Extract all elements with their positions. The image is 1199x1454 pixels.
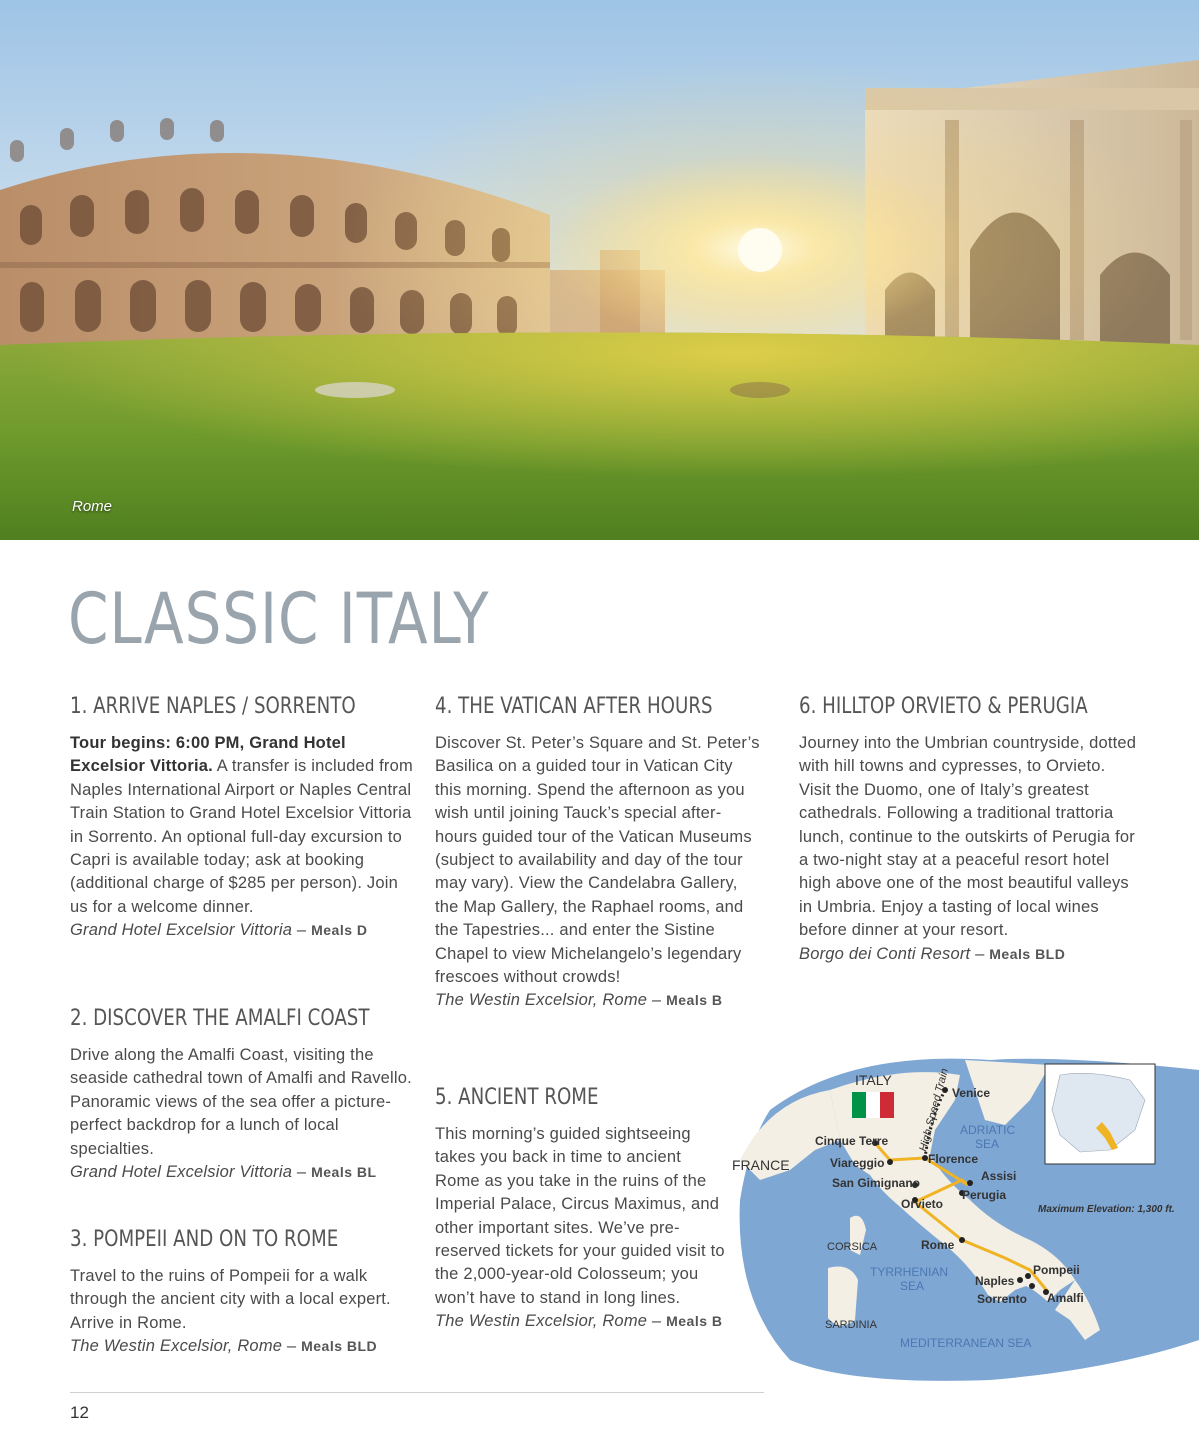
map-country-france: FRANCE <box>732 1157 790 1173</box>
map-sea-mediterranean: MEDITERRANEAN SEA <box>900 1336 1032 1350</box>
day-description <box>70 1044 415 1184</box>
day-description <box>435 1123 730 1334</box>
day-2 <box>70 1006 415 1184</box>
map-city-viareggio: Viareggio <box>830 1156 885 1170</box>
day-description <box>799 732 1139 966</box>
day-description <box>435 732 760 1013</box>
day-hotel: Grand Hotel Excelsior Vittoria – <box>70 921 312 940</box>
map-city-perugia: Perugia <box>962 1188 1007 1202</box>
map-city-amalfi: Amalfi <box>1047 1291 1084 1305</box>
day-heading: 2. DISCOVER THE AMALFI COAST <box>70 1006 370 1031</box>
map-city-sorrento: Sorrento <box>977 1292 1028 1306</box>
day-meals: Meals D <box>311 922 368 939</box>
map-city-rome: Rome <box>921 1238 955 1252</box>
day-hotel: The Westin Excelsior, Rome – <box>70 1337 302 1356</box>
day-hotel: Grand Hotel Excelsior Vittoria – <box>70 1163 312 1182</box>
day-body: Drive along the Amalfi Coast, visiting the seaside cathedral town of Amalfi and Ravello. Panoramic views of the sea offer a picture-perfect backdrop for a lunch of local specialties. <box>70 1046 412 1158</box>
day-1 <box>70 694 415 943</box>
day-meals: Meals BL <box>311 1164 377 1181</box>
day-4 <box>435 694 760 1013</box>
map-sea-tyrrhenian-2: SEA <box>900 1279 925 1293</box>
footer-divider <box>70 1392 764 1393</box>
day-5 <box>435 1085 730 1334</box>
map-city-florence: Florence <box>928 1152 979 1166</box>
day-heading: 3. POMPEII AND ON TO ROME <box>70 1227 339 1252</box>
day-meals: Meals B <box>666 1313 723 1330</box>
map-elevation-note: Maximum Elevation: 1,300 ft. <box>1038 1204 1175 1215</box>
day-description <box>70 732 415 943</box>
day-heading: 4. THE VATICAN AFTER HOURS <box>435 694 713 719</box>
map-sea-adriatic: ADRIATIC <box>960 1123 1016 1137</box>
day-hotel: The Westin Excelsior, Rome – <box>435 1312 667 1331</box>
map-sea-adriatic-2: SEA <box>975 1137 1000 1151</box>
map-city-san-gimignano: San Gimignano <box>832 1176 921 1190</box>
day-meals: Meals BLD <box>989 945 1066 962</box>
page-number: 12 <box>70 1403 89 1422</box>
italy-flag-icon <box>852 1092 894 1118</box>
day-heading: 5. ANCIENT ROME <box>435 1085 599 1110</box>
map-island-sardinia: SARDINIA <box>825 1319 877 1331</box>
day-body: This morning’s guided sightseeing takes you back in time to ancient Rome as you take in the ruins of the Imperial Palace, Circus Maximus, and other important sites. We’ve pre-reserved tickets for your guided visit to the 2,000-year-old Colosseum; you won’t have to stand in long lines. <box>435 1125 725 1307</box>
map-city-pompeii: Pompeii <box>1033 1263 1080 1277</box>
day-body: Journey into the Umbrian countryside, dotted with hill towns and cypresses, to Orvieto. Visit the Duomo, one of Italy’s greatest cathedrals. Following a traditional trattoria lunch, continue to the outskirts of Perugia for a two-night stay at a peaceful resort hotel high above one of the most beautiful valleys in Umbria. Enjoy a tasting of local wines before dinner at your resort. <box>799 734 1137 940</box>
colosseum-scene-image <box>0 0 1199 540</box>
route-map <box>730 1040 1199 1388</box>
day-body: Discover St. Peter’s Square and St. Peter’s Basilica on a guided tour in Vatican City this morning. Spend the afternoon as you wish until joining Tauck’s special after-hours guided tour of the Vatican Museums (subject to availability and day of the tour may vary). View the Candelabra Gallery, the Map Gallery, the Raphael rooms, and the Tapestries... and enter the Sistine Chapel to view Michelangelo’s legendary frescoes without crowds! <box>435 734 760 987</box>
map-city-venice: Venice <box>952 1086 991 1100</box>
day-body: A transfer is included from Naples International Airport or Naples Central Train Station to Grand Hotel Excelsior Vittoria in Sorrento. An optional full-day excursion to Capri is available today; ask at booking (additional charge of $285 per person). Join us for a welcome dinner. <box>70 757 413 916</box>
sardinia-land <box>828 1267 858 1326</box>
day-lead: Tour begins: 6:00 PM, Grand Hotel Excelsior Vittoria. <box>70 734 346 776</box>
map-sea-tyrrhenian: TYRRHENIAN <box>870 1265 949 1279</box>
day-hotel: Borgo dei Conti Resort – <box>799 944 990 963</box>
map-country-label: ITALY <box>855 1072 892 1088</box>
page-title: CLASSIC ITALY <box>68 578 490 660</box>
day-meals: Meals BLD <box>301 1338 378 1355</box>
map-island-corsica: CORSICA <box>827 1241 878 1253</box>
map-train-label: High-Speed Train <box>917 1067 952 1153</box>
day-heading: 1. ARRIVE NAPLES / SORRENTO <box>70 694 356 719</box>
day-hotel: The Westin Excelsior, Rome – <box>435 991 667 1010</box>
day-meals: Meals B <box>666 992 723 1009</box>
day-6 <box>799 694 1139 966</box>
hero-photo <box>0 0 1199 540</box>
map-city-orvieto: Orvieto <box>901 1197 944 1211</box>
map-city-naples: Naples <box>975 1274 1015 1288</box>
day-description <box>70 1265 415 1359</box>
day-body: Travel to the ruins of Pompeii for a walk through the ancient city with a local expert. Arrive in Rome. <box>70 1267 391 1332</box>
day-3 <box>70 1227 415 1359</box>
map-city-cinque-terre: Cinque Terre <box>815 1134 889 1148</box>
hero-caption: Rome <box>72 498 113 515</box>
day-heading: 6. HILLTOP ORVIETO & PERUGIA <box>799 694 1088 719</box>
map-city-assisi: Assisi <box>981 1169 1017 1183</box>
